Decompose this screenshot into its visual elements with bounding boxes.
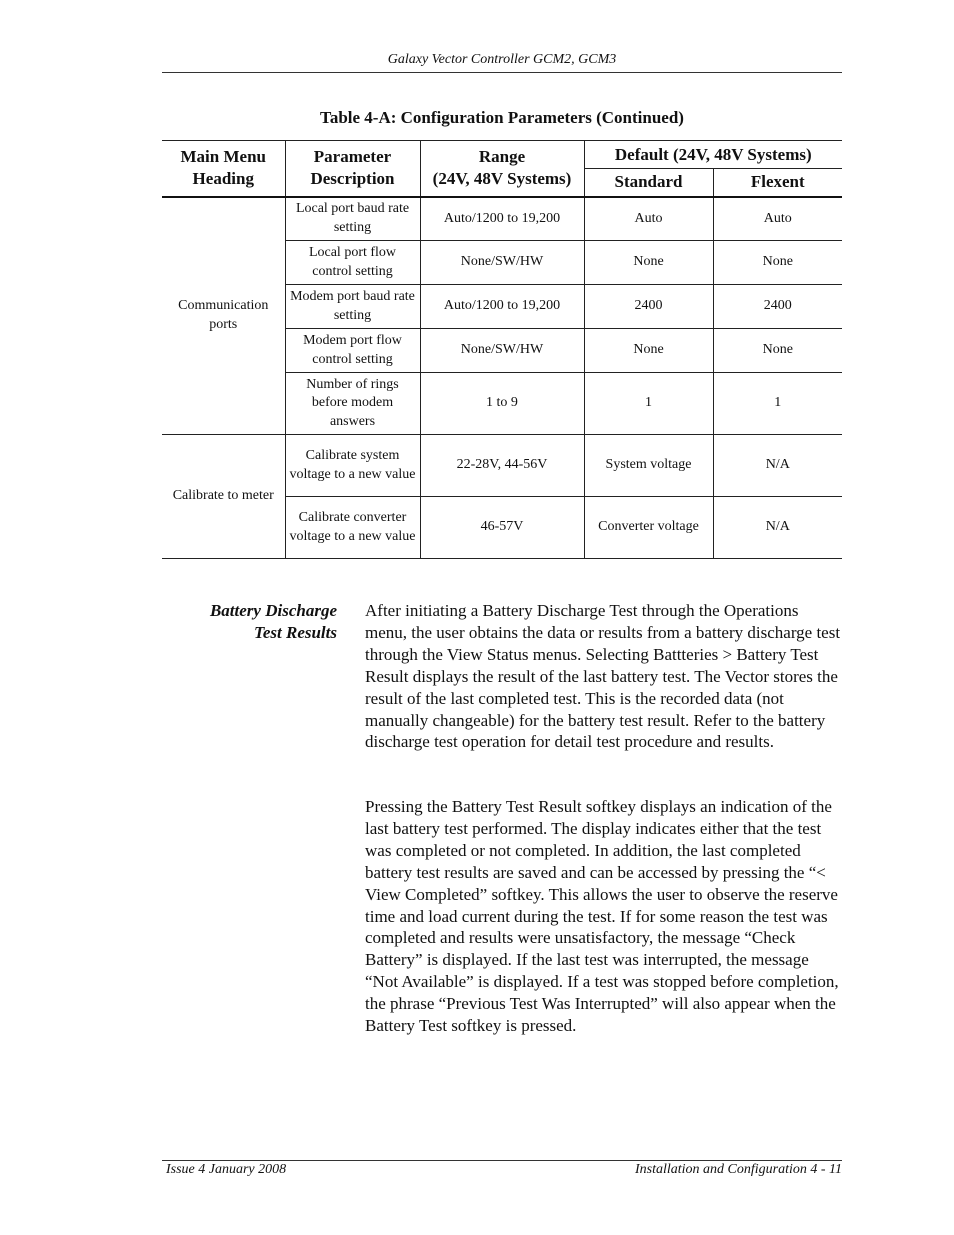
table-row	[162, 197, 842, 241]
standard-cell: None	[584, 329, 713, 373]
table-caption: Table 4-A: Configuration Parameters (Continued)	[320, 108, 684, 127]
flexent-cell: 2400	[713, 285, 842, 329]
group-heading-communication-ports: Communication ports	[162, 197, 285, 435]
flexent-cell: 1	[713, 373, 842, 435]
range-cell: Auto/1200 to 19,200	[420, 197, 584, 241]
table-row	[162, 435, 842, 497]
flexent-cell: None	[713, 329, 842, 373]
standard-cell: Auto	[584, 197, 713, 241]
range-cell: 46-57V	[420, 497, 584, 559]
header-standard: Standard	[584, 169, 713, 197]
param-cell: Modem port flow control setting	[285, 329, 420, 373]
header-parameter-description: Parameter Description	[285, 141, 420, 197]
configuration-parameters-table	[162, 140, 842, 559]
param-cell: Calibrate converter voltage to a new value	[285, 497, 420, 559]
section-heading: Battery Discharge Test Results	[209, 601, 337, 642]
flexent-cell: None	[713, 241, 842, 285]
standard-cell: Converter voltage	[584, 497, 713, 559]
header-default-group: Default (24V, 48V Systems)	[584, 141, 842, 169]
range-cell: 22-28V, 44-56V	[420, 435, 584, 497]
standard-cell: System voltage	[584, 435, 713, 497]
footer-section-page: Installation and Configuration 4 - 11	[634, 1162, 842, 1177]
range-cell: None/SW/HW	[420, 329, 584, 373]
param-cell: Local port baud rate setting	[285, 197, 420, 241]
body-paragraph-1: After initiating a Battery Discharge Test through the Operations menu, the user obtains the data or results from a battery discharge test through the View Status menus. Selecting Battteries > Battery Test Result displays the result of the last battery test. The Vector stores the result of the last completed test. This is the recorded data (not manually changeable) for the battery test result. Refer to the battery discharge test operation for detail test procedure and results.	[365, 601, 841, 752]
param-cell: Number of rings before modem answers	[285, 373, 420, 435]
header-rule	[162, 72, 842, 73]
range-cell: None/SW/HW	[420, 241, 584, 285]
param-cell: Local port flow control setting	[285, 241, 420, 285]
header-main-menu-heading: Main Menu Heading	[162, 141, 285, 197]
param-cell: Calibrate system voltage to a new value	[285, 435, 420, 497]
flexent-cell: N/A	[713, 497, 842, 559]
header-range: Range (24V, 48V Systems)	[420, 141, 584, 197]
standard-cell: 2400	[584, 285, 713, 329]
standard-cell: 1	[584, 373, 713, 435]
footer-issue-date: Issue 4 January 2008	[166, 1162, 287, 1177]
flexent-cell: Auto	[713, 197, 842, 241]
range-cell: Auto/1200 to 19,200	[420, 285, 584, 329]
flexent-cell: N/A	[713, 435, 842, 497]
body-paragraph-2: Pressing the Battery Test Result softkey displays an indication of the last battery test performed. The display indicates either that the test was completed or not completed. In addition, the last completed battery test results are saved and can be accessed by pressing the “< View Completed” softkey. This allows the user to observe the reserve time and load current during the test. If for some reason the test was completed and results were unsatisfactory, the message “Check Battery” is displayed. If the last test was interrupted, the message “Not Available” is displayed. If a test was stopped before completion, the phrase “Previous Test Was Interrupted” will also appear when the Battery Test softkey is pressed.	[365, 797, 839, 1036]
range-cell: 1 to 9	[420, 373, 584, 435]
standard-cell: None	[584, 241, 713, 285]
header-flexent: Flexent	[713, 169, 842, 197]
running-header: Galaxy Vector Controller GCM2, GCM3	[387, 52, 617, 67]
param-cell: Modem port baud rate setting	[285, 285, 420, 329]
group-heading-calibrate-to-meter: Calibrate to meter	[162, 435, 285, 559]
footer-rule	[162, 1160, 842, 1161]
